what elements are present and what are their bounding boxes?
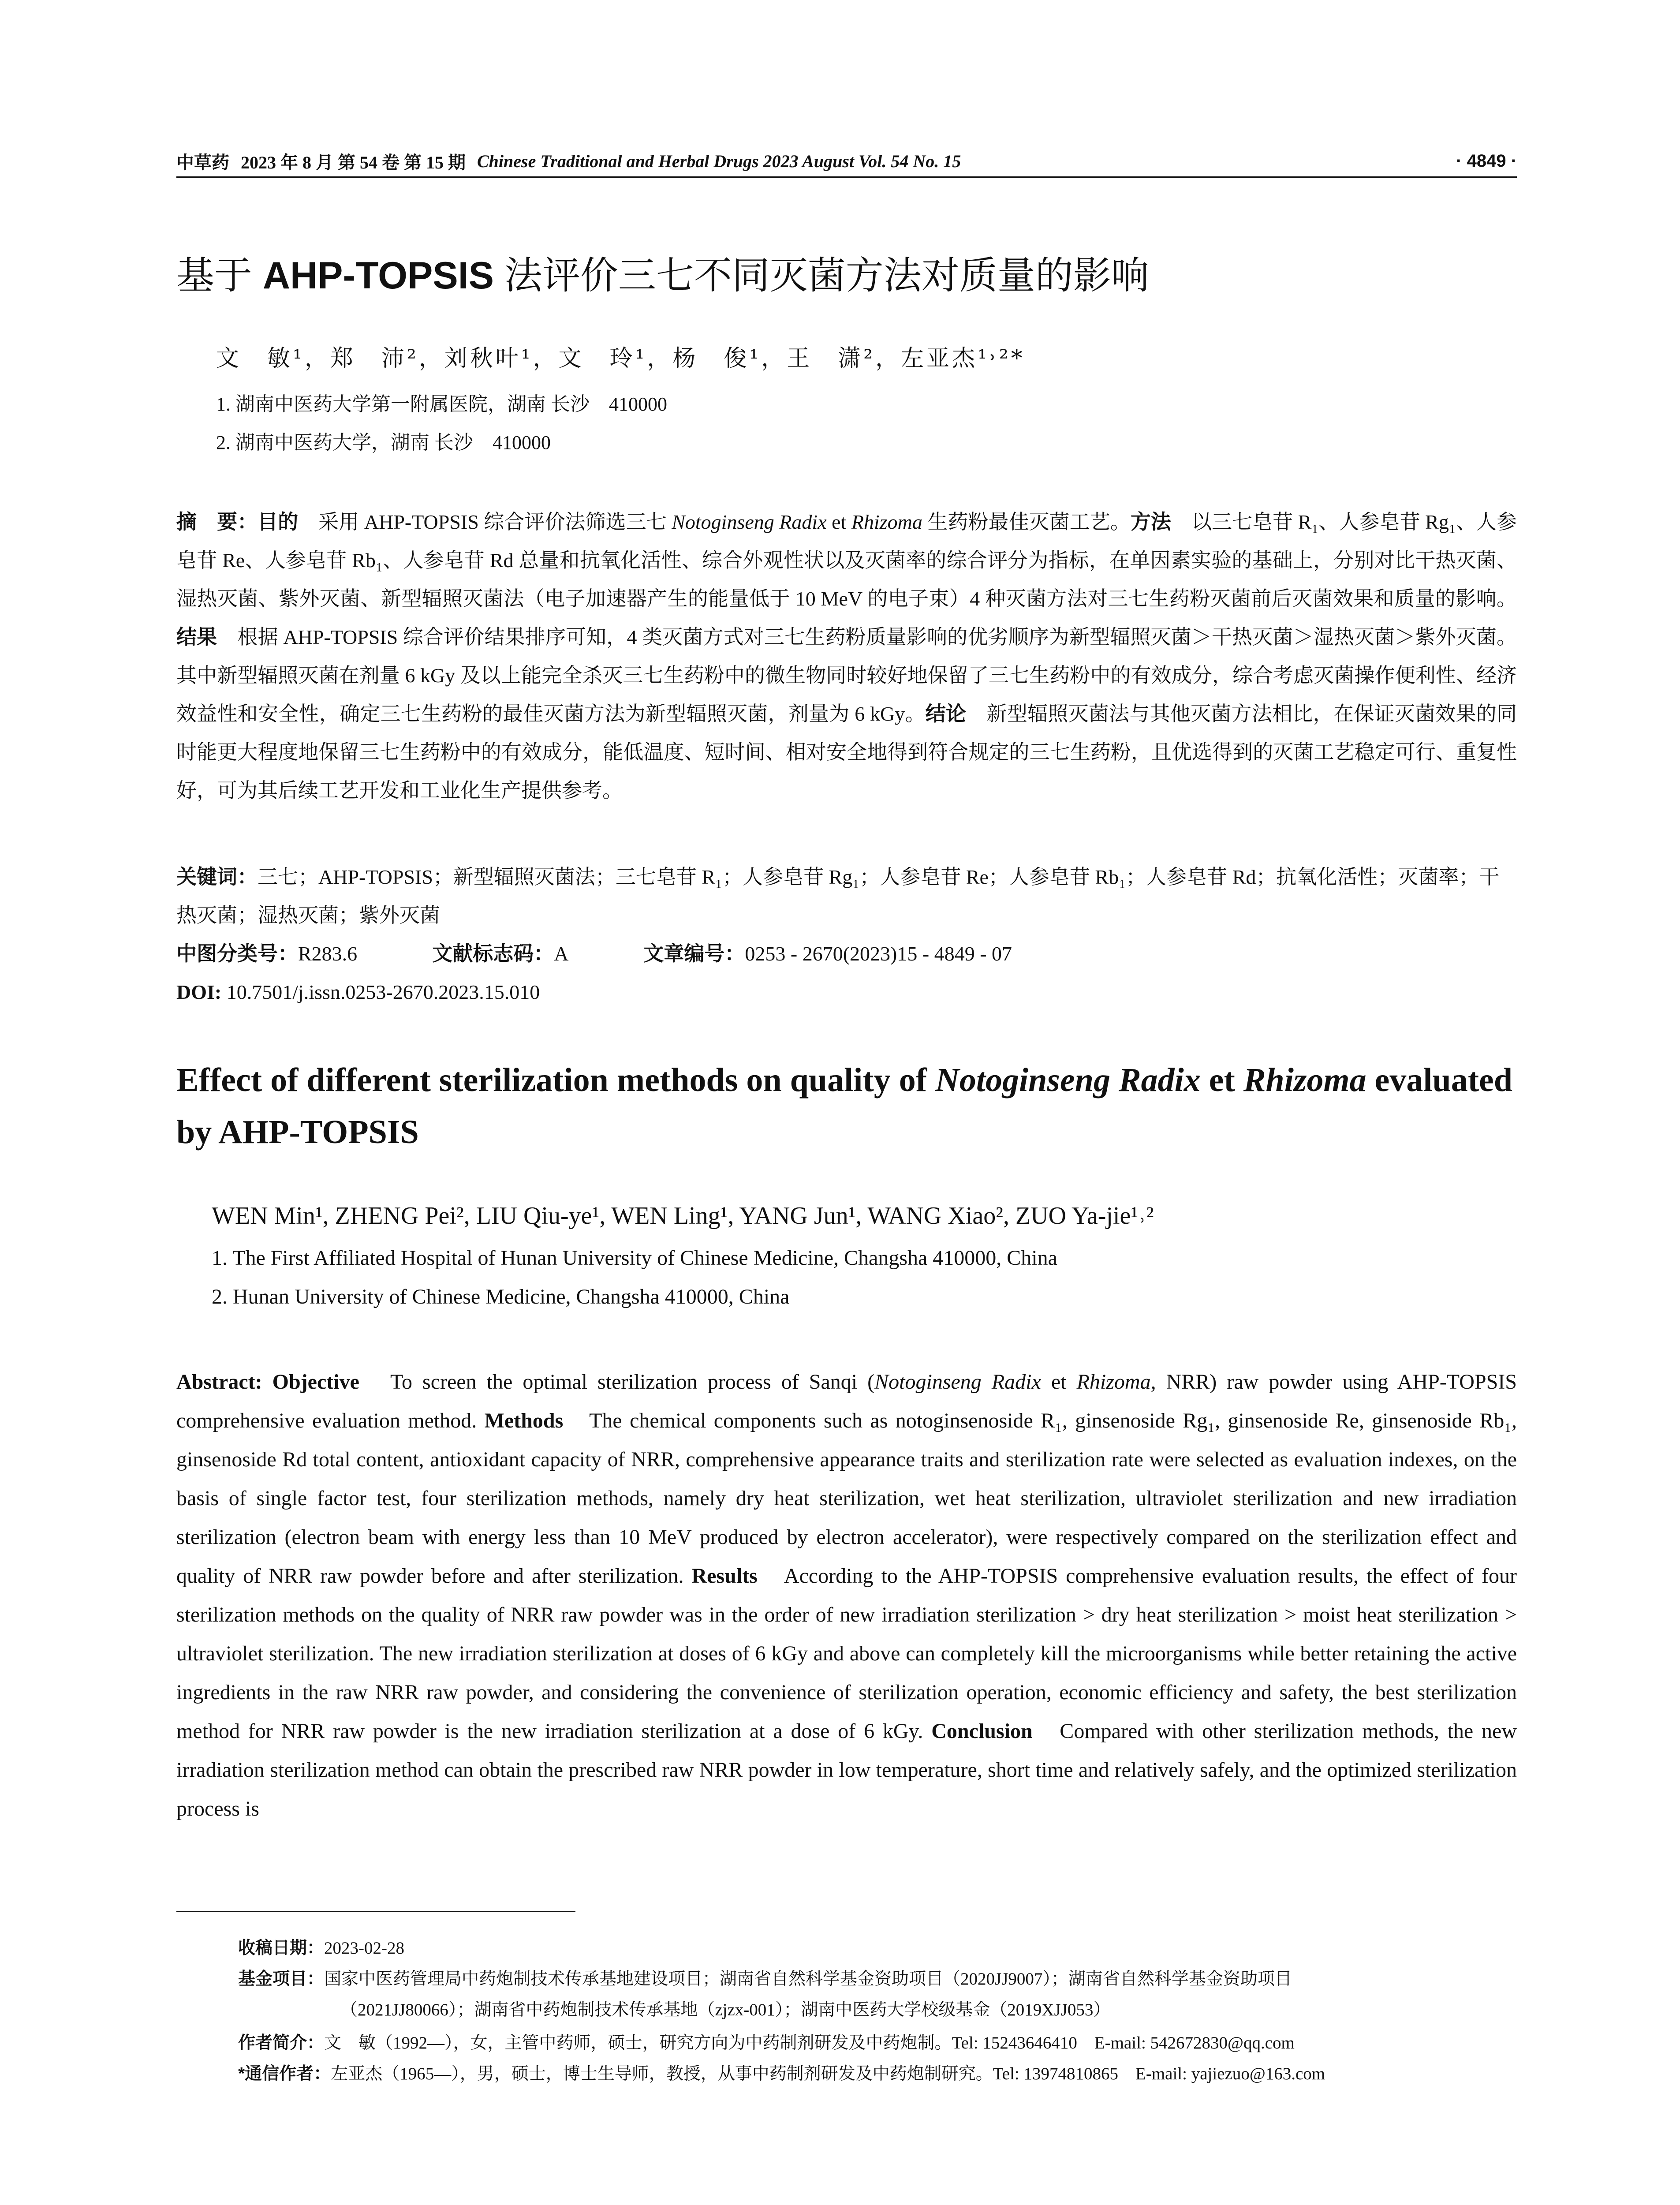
title-cn-pre: 基于 (176, 254, 263, 297)
fund-text-2: （2021JJ80066）；湖南省中药炮制技术传承基地（zjzx-001）；湖南中医药大学校级基金（2019XJJ053） (340, 2000, 1111, 2019)
corresponding-text: 左亚杰（1965—），男，硕士，博士生导师，教授，从事中药制剂研发及中药炮制研究。Tel: 13974810865 E-mail: yajiezuo@163.com (331, 2064, 1325, 2083)
journal-name-en: Chinese Traditional and Herbal Drugs 2023 August Vol. 54 No. 15 (477, 151, 961, 171)
conclusion-label-en: Conclusion (931, 1719, 1033, 1743)
affiliation-cn-2: 2. 湖南中医药大学，湖南 长沙 410000 (216, 432, 551, 453)
abstract-en-et: et (1041, 1370, 1077, 1394)
methods-text-cn: 以三七皂苷 R₁、人参皂苷 Rg₁、人参皂苷 Re、人参皂苷 Rb₁、人参皂苷 Rd 总量和抗氧化活性、综合外观性状以及灭菌率的综合评分为指标，在单因素实验的基础上，分别对比干热灭菌、湿热灭菌、紫外灭菌、新型辐照灭菌法（电子加速器产生的能量低于 10 MeV 的电子束）4 种灭菌方法对三七生药粉灭菌前后灭菌效果和质量的影响。 (176, 511, 1517, 610)
doc-code-label: 文献标志码： (432, 942, 554, 965)
abstract-cn-label: 摘 要： (176, 510, 258, 533)
abstract-en-label: Abstract: Objective (176, 1370, 359, 1394)
clc-label: 中图分类号： (176, 942, 298, 965)
latin-name-2: Rhizoma (851, 511, 922, 533)
title-en-latin-2: Rhizoma (1243, 1061, 1366, 1099)
results-text-en: According to the AHP-TOPSIS comprehensive evaluation results, the effect of four sterilization methods on the quality of NRR raw powder was in the order of new irradiation sterilization > dry heat sterilization > moist heat sterilization > ultraviolet sterilization. The new irradiation sterilization at doses of 6 kGy and above can completely kill the microorganisms while better retaining the active ingredients in the raw NRR raw powder, and considering the convenience of sterilization operation, economic efficiency and safety, the best sterilization method for NRR raw powder is the new irradiation sterilization at a dose of 6 kGy. (176, 1564, 1517, 1743)
keywords-label-cn: 关键词： (176, 865, 258, 888)
footnote-corresponding (238, 2059, 1517, 2089)
footnote-fund (238, 1964, 1517, 1995)
abstract-en (176, 1363, 1517, 1828)
author-bio-label: 作者简介： (238, 2033, 325, 2052)
article-no-label: 文章编号： (643, 942, 745, 965)
results-label-en: Results (691, 1564, 758, 1588)
classification-line (176, 934, 1517, 973)
issue-info-cn: 2023 年 8 月 第 54 卷 第 15 期 (241, 152, 466, 172)
methods-label-cn: 方法 (1130, 510, 1171, 533)
doi-line (176, 973, 1517, 1011)
authors-cn: 文 敏¹，郑 沛²，刘秋叶¹，文 玲¹，杨 俊¹，王 潇²，左亚杰¹˒²* (216, 345, 1025, 372)
title-en-post: evaluated by AHP-TOPSIS (176, 1061, 1513, 1151)
latin-name-1: Notoginseng Radix (672, 511, 827, 533)
title-cn (176, 245, 1517, 299)
title-cn-post: 法评价三七不同灭菌方法对质量的影响 (493, 254, 1149, 297)
footnote-received (238, 1933, 1517, 1964)
results-text-cn: 根据 AHP-TOPSIS 综合评价结果排序可知，4 类灭菌方式对三七生药粉质量影响的优劣顺序为新型辐照灭菌＞干热灭菌＞湿热灭菌＞紫外灭菌。其中新型辐照灭菌在剂量 6 kGy 及以上能完全杀灭三七生药粉中的微生物同时较好地保留了三七生药粉中的有效成分，综合考虑灭菌操作便利性、经济效益性和安全性，确定三七生药粉的最佳灭菌方法为新型辐照灭菌，剂量为 6 kGy。 (176, 626, 1517, 725)
objective-label-cn: 目的 (258, 510, 299, 533)
fund-label: 基金项目： (238, 1970, 325, 1988)
keywords-text-cn: 三七；AHP-TOPSIS；新型辐照灭菌法；三七皂苷 R₁；人参皂苷 Rg₁；人参皂苷 Re；人参皂苷 Rb₁；人参皂苷 Rd；抗氧化活性；灭菌率；干热灭菌；湿热灭菌；紫外灭菌 (176, 866, 1500, 927)
abstract-en-latin-1: Notoginseng Radix (874, 1370, 1041, 1394)
affiliation-cn-1: 1. 湖南中医药大学第一附属医院，湖南 长沙 410000 (216, 393, 667, 415)
journal-name-cn: 中草药 (176, 152, 229, 172)
objective-text-en-end: , NRR) raw powder using AHP-TOPSIS comprehensive evaluation method. (176, 1370, 1517, 1432)
title-cn-method: AHP-TOPSIS (262, 254, 494, 297)
doi-label: DOI: (176, 981, 222, 1003)
received-date: 2023-02-28 (324, 1939, 404, 1958)
title-en (176, 1054, 1517, 1158)
running-header (176, 146, 1517, 176)
latin-et: et (826, 511, 851, 533)
doi-value: 10.7501/j.issn.0253-2670.2023.15.010 (221, 981, 540, 1003)
title-en-pre: Effect of different sterilization methods on quality of (176, 1061, 936, 1099)
title-en-et: et (1200, 1061, 1243, 1099)
objective-text-cn-end: 生药粉最佳灭菌工艺。 (922, 511, 1131, 533)
authors-en: WEN Min¹, ZHENG Pei², LIU Qiu-ye¹, WEN Ling¹, YANG Jun¹, WANG Xiao², ZUO Ya-jie¹˒² (212, 1202, 1154, 1230)
header-rule (176, 176, 1517, 178)
fund-text-1: 国家中医药管理局中药炮制技术传承基地建设项目；湖南省自然科学基金资助项目（2020JJ9007）；湖南省自然科学基金资助项目 (324, 1970, 1292, 1988)
methods-text-en: The chemical components such as notoginsenoside R₁, ginsenoside Rg₁, ginsenoside Re, ginsenoside Rb₁, ginsenoside Rd total content, antioxidant capacity of NRR, comprehensive appearance traits and sterilization rate were selected as evaluation indexes, on the basis of single factor test, four sterilization methods, namely dry heat sterilization, wet heat sterilization, ultraviolet sterilization and new irradiation sterilization (electron beam with energy less than 10 MeV produced by electron accelerator), were respectively compared on the sterilization effect and quality of NRR raw powder before and after sterilization. (176, 1409, 1517, 1588)
methods-label-en: Methods (484, 1409, 564, 1432)
footnote-author (238, 2028, 1517, 2059)
title-en-latin-1: Notoginseng Radix (935, 1061, 1201, 1099)
keywords-cn (176, 858, 1517, 934)
abstract-en-latin-2: Rhizoma (1076, 1370, 1151, 1394)
conclusion-text-en: Compared with other sterilization methods, the new irradiation sterilization method can obtain the prescribed raw NRR powder in low temperature, short time and relatively safely, and the optimized sterilization process is (176, 1719, 1517, 1820)
abstract-cn (176, 503, 1517, 810)
results-label-cn: 结果 (176, 625, 217, 648)
objective-text-cn: 采用 AHP-TOPSIS 综合评价法筛选三七 (298, 511, 672, 533)
page-number: · 4849 · (1456, 151, 1517, 171)
conclusion-label-cn: 结论 (925, 702, 967, 725)
affiliation-en-1: 1. The First Affiliated Hospital of Hunan University of Chinese Medicine, Changsha 410000, China (212, 1246, 1057, 1270)
corresponding-label: *通信作者： (238, 2064, 331, 2083)
doc-code-value: A (554, 942, 569, 965)
author-bio-text: 文 敏（1992—），女，主管中药师，硕士，研究方向为中药制剂研发及中药炮制。Tel: 15243646410 E-mail: 542672830@qq.com (324, 2033, 1295, 2052)
clc-value: R283.6 (298, 942, 358, 965)
footnote-rule (176, 1911, 575, 1912)
article-no-value: 0253 - 2670(2023)15 - 4849 - 07 (745, 942, 1012, 965)
conclusion-text-cn: 新型辐照灭菌法与其他灭菌方法相比，在保证灭菌效果的同时能更大程度地保留三七生药粉中的有效成分，能低温度、短时间、相对安全地得到符合规定的三七生药粉，且优选得到的灭菌工艺稳定可行、重复性好，可为其后续工艺开发和工业化生产提供参考。 (176, 703, 1517, 802)
received-label: 收稿日期： (238, 1939, 325, 1958)
affiliation-en-2: 2. Hunan University of Chinese Medicine, Changsha 410000, China (212, 1285, 790, 1308)
footnote-fund-cont (238, 1995, 1517, 2026)
objective-text-en: To screen the optimal sterilization process of Sanqi ( (359, 1370, 875, 1394)
